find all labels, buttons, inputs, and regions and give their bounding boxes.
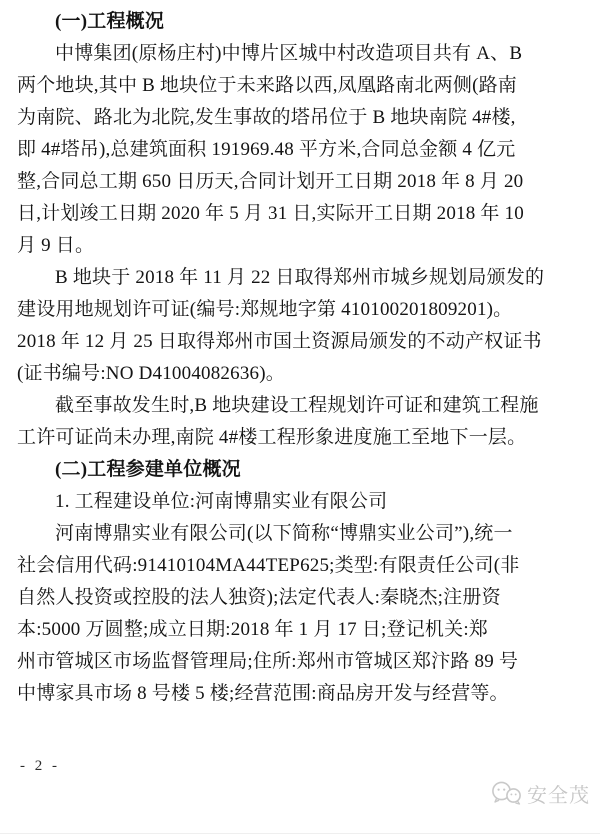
text-line: 建设用地规划许可证(编号:郑规地字第 410100201809201)。 (17, 299, 513, 320)
text-line: 工许可证尚未办理,南院 4#楼工程形象进度施工至地下一层。 (17, 427, 527, 448)
subsection-title: 1. 工程建设单位:河南博鼎实业有限公司 (55, 491, 388, 512)
text-line: 社会信用代码:91410104MA44TEP625;类型:有限责任公司(非 (17, 555, 520, 576)
text-line: 自然人投资或控股的法人独资);法定代表人:秦晓杰;注册资 (17, 587, 501, 608)
text-line: 中博家具市场 8 号楼 5 楼;经营范围:商品房开发与经营等。 (17, 683, 509, 704)
watermark (490, 779, 590, 808)
document-body (17, 6, 577, 710)
page-number: - 2 - (20, 758, 60, 774)
text-line: 为南院、路北为北院,发生事故的塔吊位于 B 地块南院 4#楼, (17, 107, 516, 128)
text-line: (证书编号:NO D41004082636)。 (17, 363, 285, 384)
text-line: 即 4#塔吊),总建筑面积 191969.48 平方米,合同总金额 4 亿元 (17, 139, 516, 160)
page-bottom-edge (0, 833, 600, 834)
text-line: 2018 年 12 月 25 日取得郑州市国土资源局颁发的不动产权证书 (17, 331, 542, 352)
text-line: 本:5000 万圆整;成立日期:2018 年 1 月 17 日;登记机关:郑 (17, 619, 488, 640)
section-2-heading: (二)工程参建单位概况 (55, 459, 241, 480)
text-line: 月 9 日。 (17, 235, 95, 256)
text-line: B 地块于 2018 年 11 月 22 日取得郑州市城乡规划局颁发的 (55, 267, 545, 288)
text-line: 日,计划竣工日期 2020 年 5 月 31 日,实际开工日期 2018 年 10 (17, 203, 524, 224)
wechat-bubbles-icon (490, 780, 523, 807)
section-1-heading: (一)工程概况 (55, 11, 165, 32)
text-line: 截至事故发生时,B 地块建设工程规划许可证和建筑工程施 (55, 395, 539, 416)
text-line: 州市管城区市场监督管理局;住所:郑州市管城区郑汴路 89 号 (17, 651, 519, 672)
text-line: 中博集团(原杨庄村)中博片区城中村改造项目共有 A、B (55, 43, 523, 64)
text-line: 整,合同总工期 650 日历天,合同计划开工日期 2018 年 8 月 20 (17, 171, 524, 192)
text-line: 河南博鼎实业有限公司(以下简称“博鼎实业公司”),统一 (55, 523, 513, 544)
text-line: 两个地块,其中 B 地块位于未来路以西,凤凰路南北两侧(路南 (17, 75, 518, 96)
watermark-text: 安全茂 (527, 785, 590, 807)
